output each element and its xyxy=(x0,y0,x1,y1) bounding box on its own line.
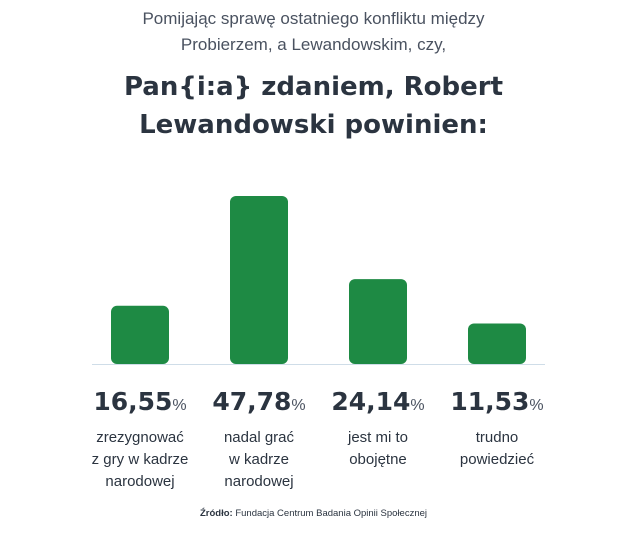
category-label xyxy=(199,427,319,493)
category-line: nadal grać xyxy=(223,429,295,446)
category-line: narodowej xyxy=(105,473,175,490)
subtitle-line: Pomijając sprawę ostatniego konfliktu między xyxy=(142,9,485,28)
category-line: trudno xyxy=(475,429,519,446)
bar xyxy=(230,196,288,364)
value-number: 47,78 xyxy=(212,387,292,416)
value-number: 16,55 xyxy=(93,387,173,416)
title-line: Pan{i:a} zdaniem, Robert xyxy=(123,72,504,102)
value-label xyxy=(80,387,200,416)
value-label xyxy=(199,387,319,416)
category-line: zrezygnować xyxy=(96,429,184,446)
source-note xyxy=(0,508,627,519)
category-line: z gry w kadrze xyxy=(91,451,189,468)
category-label xyxy=(437,427,557,471)
category-label xyxy=(318,427,438,471)
category-line: narodowej xyxy=(224,473,294,490)
value-label xyxy=(437,387,557,416)
bar xyxy=(349,279,407,364)
value-number: 11,53 xyxy=(450,387,530,416)
value-unit: % xyxy=(172,397,187,414)
value-label xyxy=(318,387,438,416)
subtitle-line: Probierzem, a Lewandowskim, czy, xyxy=(180,35,447,54)
category-line: jest mi to xyxy=(347,429,408,446)
category-line: powiedzieć xyxy=(459,451,535,468)
value-unit: % xyxy=(291,397,306,414)
value-unit: % xyxy=(529,397,544,414)
category-label xyxy=(80,427,200,493)
source-label: Źródło: xyxy=(199,508,233,519)
title-line: Lewandowski powinien: xyxy=(139,110,488,140)
bar xyxy=(111,306,169,364)
category-line: obojętne xyxy=(349,451,407,468)
value-unit: % xyxy=(410,397,425,414)
bar xyxy=(468,323,526,364)
source-text: Fundacja Centrum Badania Opinii Społecznej xyxy=(235,508,428,519)
category-line: w kadrze xyxy=(228,451,290,468)
value-number: 24,14 xyxy=(331,387,411,416)
